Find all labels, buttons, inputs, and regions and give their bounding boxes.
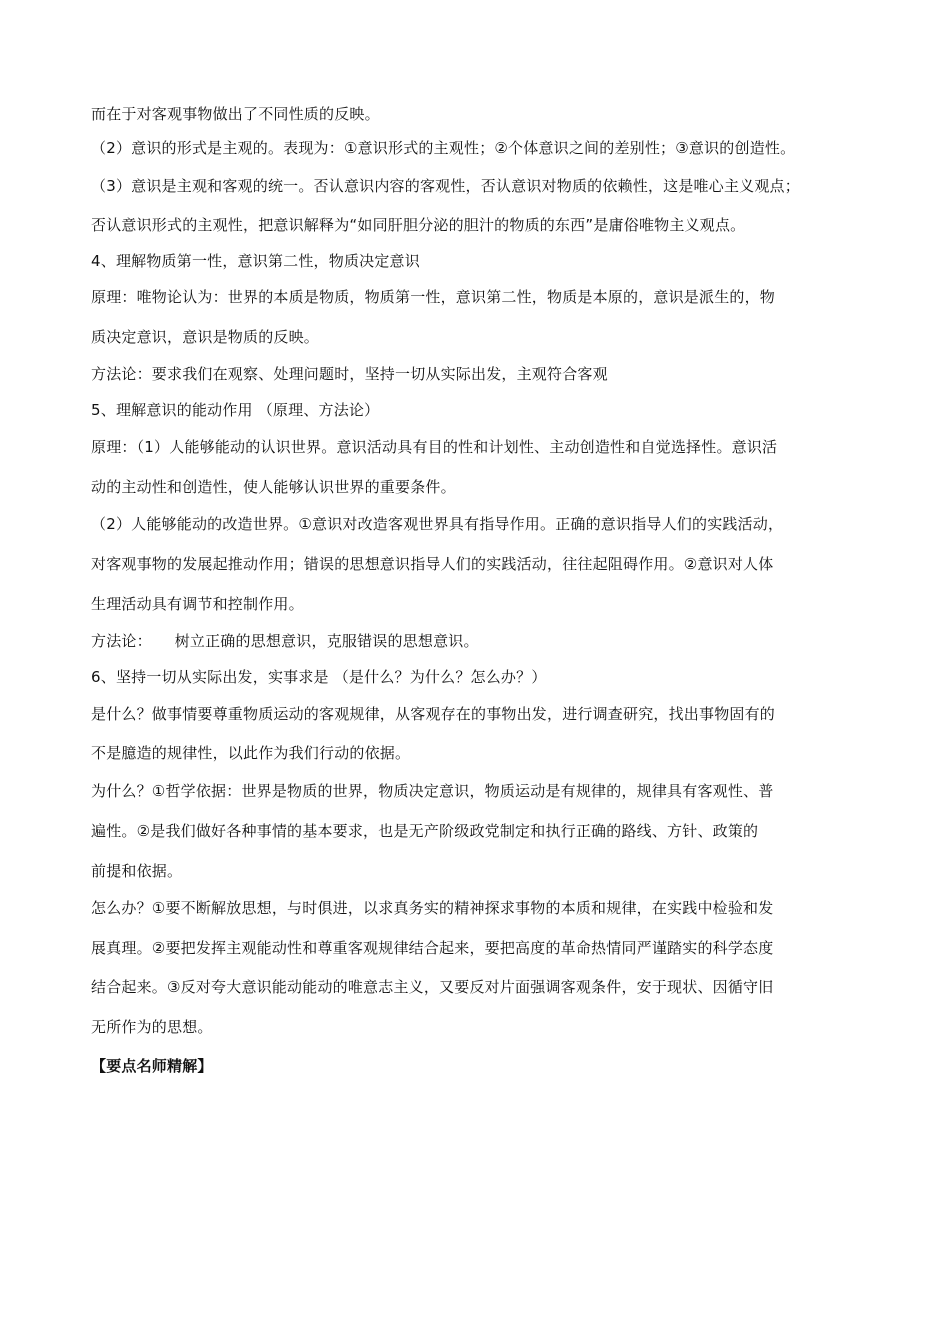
text-line-19: 为什么？①哲学依据：世界是物质的世界，物质决定意识，物质运动是有规律的，规律具有客观性、普	[91, 782, 774, 800]
text-line-23: 展真理。②要把发挥主观能动性和尊重客观规律结合起来，要把高度的革命热情同严谨踏实的科学态度	[91, 939, 774, 957]
text-line-6: 原理：唯物论认为：世界的本质是物质，物质第一性，意识第二性，物质是本原的，意识是派生的，物	[91, 288, 776, 306]
text-line-20: 遍性。②是我们做好各种事情的基本要求，也是无产阶级政党制定和执行正确的路线、方针、政策的	[91, 822, 759, 840]
text-line-13: 对客观事物的发展起推动作用；错误的思想意识指导人们的实践活动，往往起阻碍作用。②意识对人体	[91, 555, 774, 573]
text-line-5: 4、理解物质第一性，意识第二性，物质决定意识	[91, 252, 420, 270]
text-line-15: 方法论： 树立正确的思想意识，克服错误的思想意识。	[91, 632, 479, 650]
section-heading: 【要点名师精解】	[91, 1057, 213, 1075]
text-line-8: 方法论：要求我们在观察、处理问题时，坚持一切从实际出发，主观符合客观	[91, 365, 608, 383]
text-line-16: 6、坚持一切从实际出发，实事求是 （是什么？为什么？怎么办？）	[91, 668, 547, 686]
text-line-7: 质决定意识，意识是物质的反映。	[91, 328, 320, 346]
text-line-21: 前提和依据。	[91, 862, 183, 880]
text-line-22: 怎么办？①要不断解放思想，与时俱进，以求真务实的精神探求事物的本质和规律，在实践中检验和发	[91, 899, 774, 917]
text-line-1: 而在于对客观事物做出了不同性质的反映。	[91, 105, 380, 123]
text-line-9: 5、理解意识的能动作用 （原理、方法论）	[91, 401, 380, 419]
text-line-10: 原理：（1）人能够能动的认识世界。意识活动具有目的性和计划性、主动创造性和自觉选择性。意识活	[91, 438, 778, 456]
text-line-4: 否认意识形式的主观性，把意识解释为“如同肝胆分泌的胆汁的物质的东西”是庸俗唯物主义观点。	[91, 216, 746, 234]
text-line-3: （3）意识是主观和客观的统一。否认意识内容的客观性，否认意识对物质的依赖性，这是唯心主义观点；	[91, 177, 800, 195]
text-line-18: 不是臆造的规律性，以此作为我们行动的依据。	[91, 744, 411, 762]
text-line-25: 无所作为的思想。	[91, 1018, 213, 1036]
text-line-2: （2）意识的形式是主观的。表现为：①意识形式的主观性；②个体意识之间的差别性；③意识的创造性。	[91, 139, 796, 157]
text-line-11: 动的主动性和创造性，使人能够认识世界的重要条件。	[91, 478, 456, 496]
text-line-17: 是什么？做事情要尊重物质运动的客观规律，从客观存在的事物出发，进行调查研究，找出事物固有的	[91, 705, 776, 723]
text-line-12: （2）人能够能动的改造世界。①意识对改造客观世界具有指导作用。正确的意识指导人们的实践活动，	[91, 515, 784, 533]
text-line-14: 生理活动具有调节和控制作用。	[91, 595, 304, 613]
text-line-24: 结合起来。③反对夸大意识能动能动的唯意志主义，又要反对片面强调客观条件，安于现状、因循守旧	[91, 978, 774, 996]
